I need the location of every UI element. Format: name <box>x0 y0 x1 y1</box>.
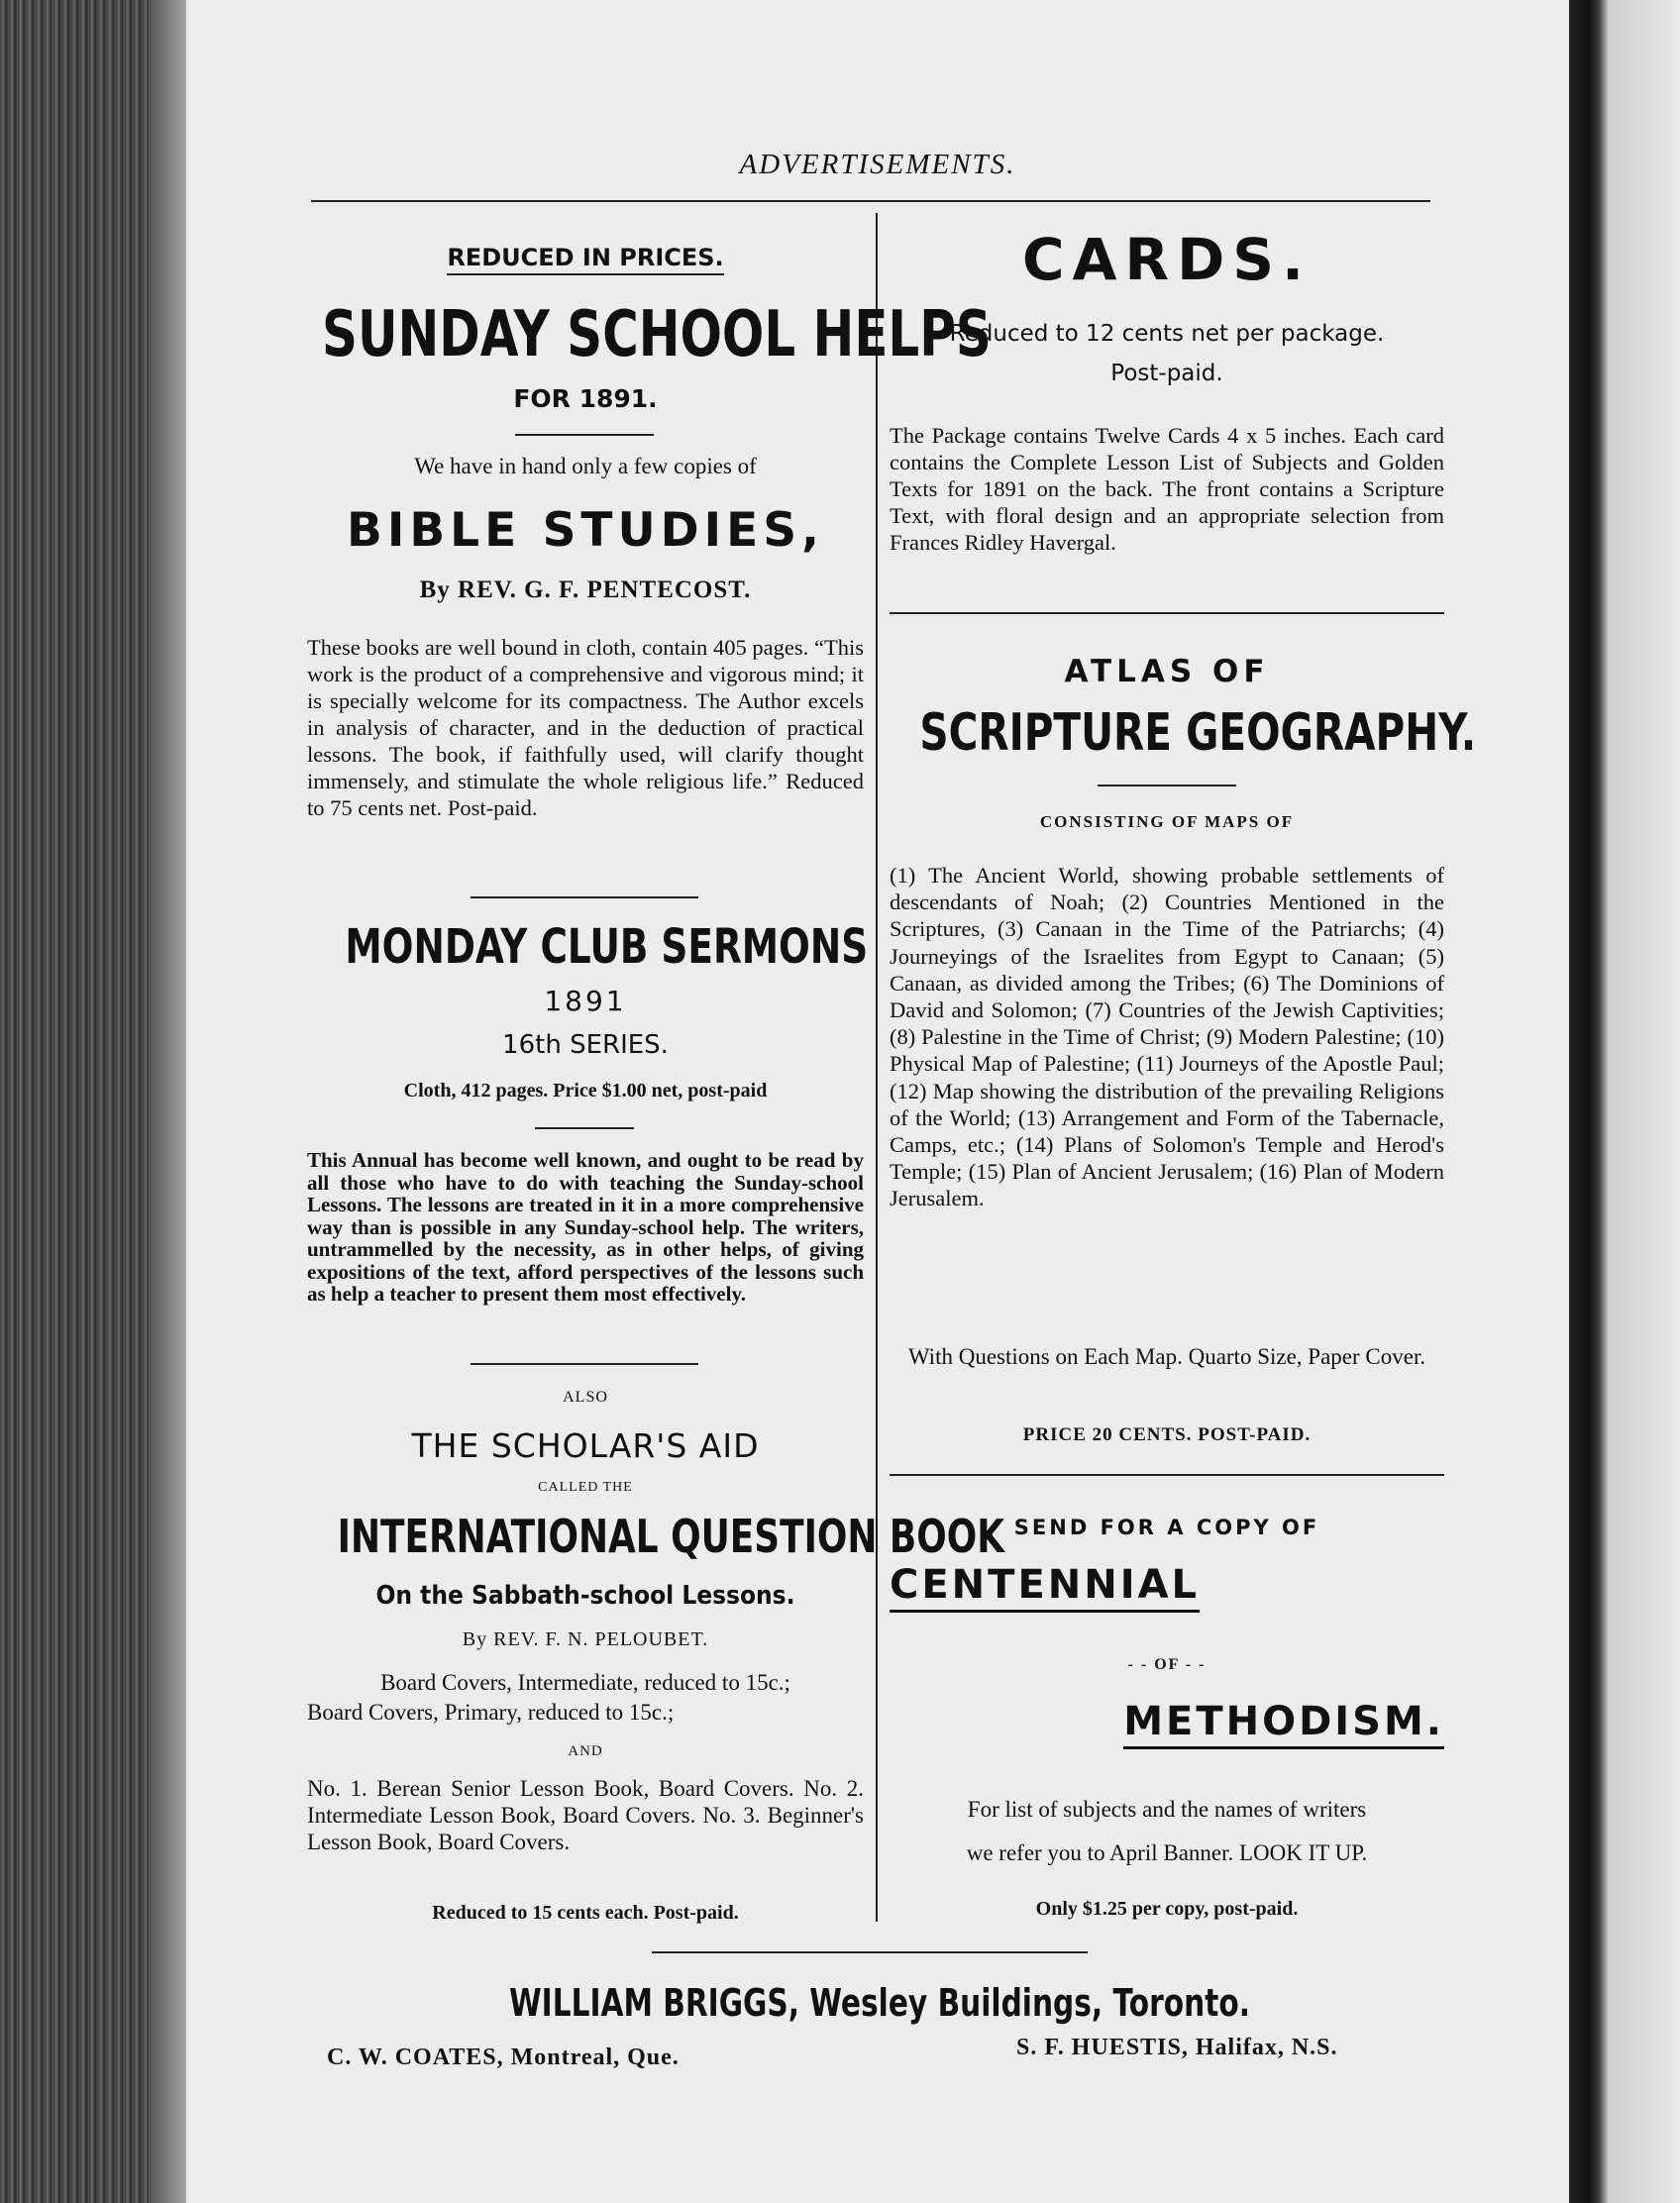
william-briggs-imprint: WILLIAM BRIGGS, Wesley Buildings, Toronto. <box>508 1981 1251 2025</box>
coates-imprint: C. W. COATES, Montreal, Que. <box>327 2045 680 2070</box>
cards-description: The Package contains Twelve Cards 4 x 5 inches. Each card contains the Complete Lesson List of Subjects and Golden Texts for 1891 on the back. The front contains a Scripture Text, with floral design and an appropriate selection from Frances Ridley Havergal. <box>890 423 1444 555</box>
huestis-imprint: S. F. HUESTIS, Halifax, N.S. <box>1016 2035 1338 2060</box>
questions-quarto: With Questions on Each Map. Quarto Size, Paper Cover. <box>907 1344 1426 1369</box>
section-rule <box>471 1363 698 1365</box>
iqb-subtitle: On the Sabbath-school Lessons. <box>375 1581 795 1611</box>
list-of-subjects-line: For list of subjects and the names of writers <box>967 1797 1367 1822</box>
and-label: AND <box>568 1743 603 1759</box>
board-covers-intermediate: Board Covers, Intermediate, reduced to 15c.; <box>380 1670 790 1695</box>
berean-lesson-books: No. 1. Berean Senior Lesson Book, Board Covers. No. 2. Intermediate Lesson Book, Board Covers. No. 3. Beginner's Lesson Book, Board Covers. <box>307 1776 864 1854</box>
bible-studies-description: These books are well bound in cloth, contain 405 pages. “This work is the product of a comprehensive and vigorous mind; it is specially welcome for its compactness. The Author excels in analysis of character, and in the deduction of practical lessons. The book, if faithfully used, will clarify thought immensely, and stimulate the whole religious life.” Reduced to 75 cents net. Post-paid. <box>307 635 864 820</box>
atlas-of-label: ATLAS OF <box>1064 654 1270 689</box>
book-page-edge-shadow <box>149 0 188 2203</box>
scholars-aid-title: THE SCHOLAR'S AID <box>411 1426 760 1465</box>
april-banner-line: we refer you to April Banner. LOOK IT UP. <box>966 1840 1368 1865</box>
short-rule <box>515 434 654 436</box>
monday-club-sermons-title: MONDAY CLUB SERMONS <box>345 919 869 975</box>
cards-post-paid: Post-paid. <box>1110 361 1223 386</box>
reduced-15-cents: Reduced to 15 cents each. Post-paid. <box>432 1902 739 1924</box>
header-rule <box>311 200 1430 202</box>
also-label: ALSO <box>563 1389 608 1406</box>
short-rule <box>535 1127 634 1129</box>
short-rule <box>1098 785 1236 787</box>
monday-club-series: 16th SERIES. <box>502 1030 669 1060</box>
called-the-label: CALLED THE <box>538 1480 633 1495</box>
copies-line: We have in hand only a few copies of <box>414 454 757 478</box>
reduced-in-prices-heading: REDUCED IN PRICES. <box>447 244 723 275</box>
maps-list: (1) The Ancient World, showing probable settlements of descendants of Noah; (2) Countries Mentioned in the Scriptures, (3) Canaan in the Time of the Patriarchs; (4) Journeyings of the Israelites from Egypt to Canaan; (5) Canaan, as divided among the Tribes; (6) The Dominions of David and Solomon; (7) Countries of the Jewish Captivities; (8) Palestine in the Time of Christ; (9) Modern Palestine; (10) Physical Map of Palestine; (11) Journeys of the Apostle Paul; (12) Map showing the distribution of the prevailing Religions of the World; (13) Arrangement and Form of the Tabernacle, Camps, etc.; (14) Plans of Solomon's Temple and Herod's Temple; (15) Plan of Ancient Jerusalem; (16) Plan of Modern Jerusalem. <box>890 863 1444 1211</box>
international-question-book-title: INTERNATIONAL QUESTION BOOK <box>337 1510 1005 1563</box>
iqb-author: By REV. F. N. PELOUBET. <box>462 1628 709 1650</box>
page-header: ADVERTISEMENTS. <box>739 149 1016 180</box>
sunday-school-helps-title: SUNDAY SCHOOL HELPS <box>322 298 992 371</box>
monday-club-description: This Annual has become well known, and ought to be read by all those who have to do with teaching the Sunday-school Lessons. The lessons are treated in it in a more comprehensive way than is possible in any Sunday-school help. The writers, untrammelled by the necessity, as in other helps, of giving expositions of the text, afford perspectives of the lessons such as help a teacher to present them most effectively. <box>307 1148 864 1306</box>
cards-price: Reduced to 12 cents net per package. <box>949 321 1385 347</box>
book-right-edge <box>1569 0 1680 2203</box>
consisting-of-maps-label: CONSISTING OF MAPS OF <box>1039 812 1295 831</box>
monday-club-price: Cloth, 412 pages. Price $1.00 net, post-paid <box>403 1080 768 1102</box>
scripture-geography-title: SCRIPTURE GEOGRAPHY. <box>919 703 1477 763</box>
section-rule <box>890 1474 1444 1476</box>
section-rule <box>890 612 1444 614</box>
footer-rule <box>652 1951 1088 1953</box>
section-rule <box>471 896 698 898</box>
centennial-price: Only $1.25 per copy, post-paid. <box>1035 1898 1299 1920</box>
column-divider <box>876 213 878 1922</box>
send-for-copy: SEND FOR A COPY OF <box>1013 1516 1320 1539</box>
monday-club-year: 1891 <box>544 985 627 1017</box>
centennial-title: CENTENNIAL <box>890 1562 1200 1613</box>
page <box>186 0 1569 2203</box>
methodism-title: METHODISM. <box>1123 1699 1444 1749</box>
bible-studies-author: By REV. G. F. PENTECOST. <box>419 577 752 603</box>
bible-studies-title: BIBLE STUDIES, <box>347 503 824 558</box>
atlas-price: PRICE 20 CENTS. POST-PAID. <box>1022 1424 1312 1445</box>
board-covers-primary: Board Covers, Primary, reduced to 15c.; <box>307 1700 675 1725</box>
sunday-school-helps-year: FOR 1891. <box>513 384 658 413</box>
of-label: - - OF - - <box>1127 1656 1207 1673</box>
cards-title: CARDS. <box>1021 226 1312 293</box>
